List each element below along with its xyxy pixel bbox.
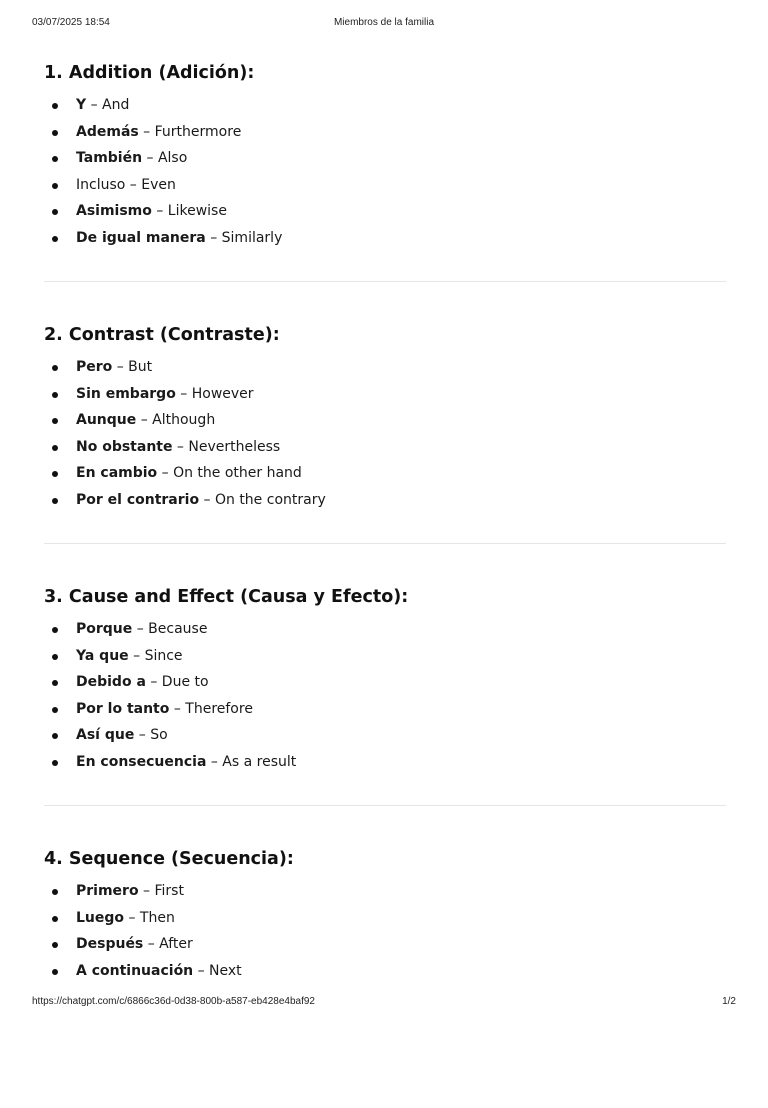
section-divider — [44, 805, 726, 806]
bullet-icon — [52, 733, 58, 739]
section-contrast — [44, 322, 726, 584]
bullet-icon — [52, 392, 58, 398]
section-heading: 3. Cause and Effect (Causa y Efecto): — [44, 587, 409, 607]
list-item — [44, 354, 726, 381]
term-spanish: Sin embargo — [76, 385, 176, 402]
term-spanish: Por lo tanto — [76, 700, 170, 717]
bullet-icon — [52, 236, 58, 242]
section-divider — [44, 281, 726, 282]
term-english: – Because — [132, 621, 208, 637]
print-footer — [32, 996, 736, 1010]
section-divider — [44, 543, 726, 544]
term-english: – As a result — [206, 753, 297, 770]
term-spanish: En cambio — [76, 465, 158, 481]
term-spanish: De igual manera — [76, 229, 206, 246]
document-content — [44, 60, 726, 1108]
term-english: – On the contrary — [199, 491, 326, 508]
term-english: – Furthermore — [138, 123, 242, 140]
list-item — [44, 643, 726, 670]
term-spanish: También — [76, 150, 143, 166]
term-spanish: Así que — [76, 727, 135, 743]
term-english: – Next — [193, 962, 242, 979]
list-item — [44, 145, 726, 172]
list-item — [44, 958, 726, 985]
bullet-icon — [52, 680, 58, 686]
term-spanish: En consecuencia — [76, 753, 207, 770]
bullet-icon — [52, 445, 58, 451]
list-item — [44, 460, 726, 487]
list-item — [44, 381, 726, 408]
bullet-icon — [52, 760, 58, 766]
bullet-icon — [52, 969, 58, 975]
term-spanish: Debido a — [76, 674, 146, 690]
bullet-icon — [52, 156, 58, 162]
bullet-icon — [52, 942, 58, 948]
print-header — [32, 17, 736, 31]
bullet-icon — [52, 130, 58, 136]
page-url[interactable]: https://chatgpt.com/c/6866c36d-0d38-800b-a587-eb428e4baf92 — [32, 996, 315, 1007]
term-spanish: Pero — [76, 359, 113, 375]
bullet-icon — [52, 183, 58, 189]
list-item — [44, 722, 726, 749]
term-spanish: Después — [76, 936, 144, 952]
connector-list — [44, 616, 726, 775]
list-item — [44, 749, 726, 776]
term-english: – Nevertheless — [172, 438, 281, 455]
term-english: – So — [134, 727, 168, 743]
section-cause-effect — [44, 584, 726, 846]
list-item — [44, 669, 726, 696]
bullet-icon — [52, 707, 58, 713]
bullet-icon — [52, 627, 58, 633]
bullet-icon — [52, 418, 58, 424]
section-sequence — [44, 846, 726, 1108]
bullet-icon — [52, 471, 58, 477]
print-page-title: Miembros de la familia — [333, 17, 435, 28]
list-item — [44, 119, 726, 146]
term-spanish: Asimismo — [76, 203, 152, 219]
list-item — [44, 92, 726, 119]
list-item — [44, 487, 726, 514]
connector-list — [44, 878, 726, 984]
list-item — [44, 931, 726, 958]
term-english: – Although — [136, 412, 216, 428]
term-spanish: Ya que — [76, 647, 129, 664]
list-item — [44, 905, 726, 932]
section-heading: 4. Sequence (Secuencia): — [44, 849, 294, 869]
list-item — [44, 878, 726, 905]
list-item — [44, 696, 726, 723]
list-item — [44, 434, 726, 461]
bullet-icon — [52, 365, 58, 371]
term-english: – And — [86, 97, 130, 113]
term-english: – Similarly — [205, 229, 283, 246]
term-english: – Then — [124, 909, 175, 926]
list-item — [44, 172, 726, 199]
section-heading: 2. Contrast (Contraste): — [44, 325, 280, 345]
term-spanish: Aunque — [76, 412, 137, 428]
bullet-icon — [52, 498, 58, 504]
connector-list — [44, 354, 726, 513]
list-item — [44, 616, 726, 643]
bullet-icon — [52, 209, 58, 215]
term-spanish: Por el contrario — [76, 491, 200, 508]
bullet-icon — [52, 654, 58, 660]
term-spanish: Incluso — [76, 176, 126, 193]
term-spanish: Y — [76, 97, 87, 113]
list-item — [44, 225, 726, 252]
section-heading: 1. Addition (Adición): — [44, 63, 255, 83]
bullet-icon — [52, 889, 58, 895]
term-english: – Therefore — [169, 700, 253, 717]
term-english: – Due to — [145, 674, 209, 690]
term-english: – After — [143, 936, 193, 952]
list-item — [44, 407, 726, 434]
term-spanish: A continuación — [76, 962, 194, 979]
bullet-icon — [52, 103, 58, 109]
page-number: 1/2 — [722, 996, 736, 1007]
term-spanish: No obstante — [76, 438, 173, 455]
term-spanish: Luego — [76, 909, 125, 926]
bullet-icon — [52, 916, 58, 922]
print-datetime: 03/07/2025 18:54 — [32, 17, 110, 28]
term-english: – Likewise — [151, 203, 227, 219]
term-english: – However — [175, 385, 254, 402]
connector-list — [44, 92, 726, 251]
list-item — [44, 198, 726, 225]
term-english: – First — [138, 883, 184, 899]
term-english: – But — [112, 359, 153, 375]
term-spanish: Porque — [76, 621, 133, 637]
term-spanish: Primero — [76, 883, 139, 899]
term-english: – Since — [128, 647, 183, 664]
term-english: – Also — [142, 150, 188, 166]
term-spanish: Además — [76, 123, 139, 140]
term-english: – On the other hand — [157, 465, 302, 481]
term-english: – Even — [125, 176, 176, 193]
section-addition — [44, 60, 726, 322]
